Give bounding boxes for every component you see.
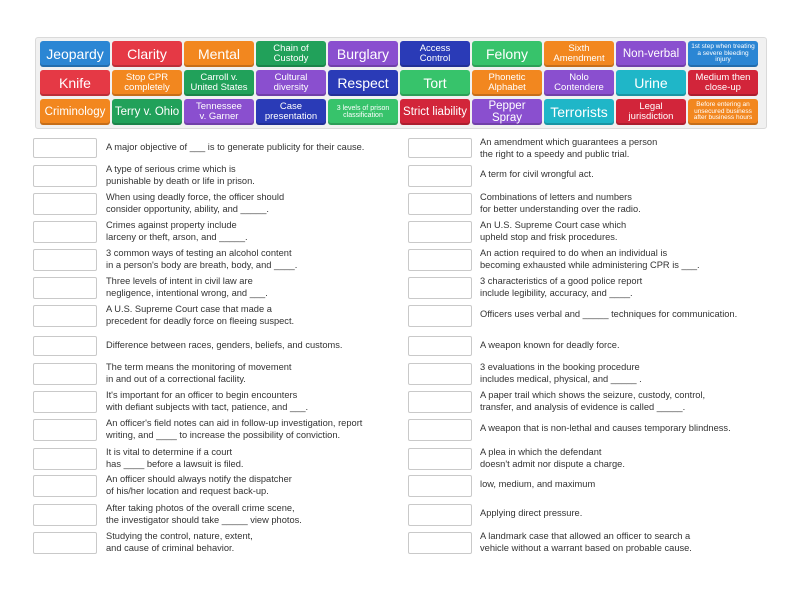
answer-tile[interactable]: Carroll v. United States (184, 70, 254, 96)
answer-tile[interactable]: Respect (328, 70, 398, 96)
answer-tile[interactable]: 1st step when treating a severe bleeding injury (688, 41, 758, 67)
clue-text: A term for civil wrongful act. (480, 169, 594, 179)
answer-tile[interactable]: Urine (616, 70, 686, 96)
answer-tile[interactable]: Medium then close-up (688, 70, 758, 96)
answer-tile[interactable]: Access Control (400, 41, 470, 67)
answer-drop-slot[interactable] (408, 363, 472, 385)
answer-drop-slot[interactable] (408, 221, 472, 243)
answer-drop-slot[interactable] (33, 221, 97, 243)
answer-drop-slot[interactable] (33, 363, 97, 385)
answer-tile[interactable]: Case presentation (256, 99, 326, 125)
answer-drop-slot[interactable] (408, 138, 472, 158)
clue-text: A landmark case that allowed an officer to search a vehicle without a warrant based on probable cause. (480, 531, 692, 553)
answer-tile[interactable]: Terry v. Ohio (112, 99, 182, 125)
clue-text: Three levels of intent in civil law are negligence, intentional wrong, and ___. (106, 276, 268, 298)
answer-tile[interactable]: Clarity (112, 41, 182, 67)
clue-text: A paper trail which shows the seizure, custody, control, transfer, and analysis of evidence is called _____. (480, 390, 706, 412)
answer-tile[interactable]: Jeopardy (40, 41, 110, 67)
answer-drop-slot[interactable] (33, 448, 97, 470)
answer-drop-slot[interactable] (33, 419, 97, 441)
clue-text: 3 common ways of testing an alcohol content in a person's body are breath, body, and ____. (106, 248, 298, 270)
answer-drop-slot[interactable] (408, 391, 472, 413)
answer-tile[interactable]: Criminology (40, 99, 110, 125)
answer-tile[interactable]: Nolo Contendere (544, 70, 614, 96)
clue-text: A type of serious crime which is punishable by death or life in prison. (106, 164, 255, 186)
answer-drop-slot[interactable] (408, 336, 472, 356)
answer-tile[interactable]: Strict liability (400, 99, 470, 125)
answer-drop-slot[interactable] (408, 448, 472, 470)
answer-drop-slot[interactable] (33, 165, 97, 187)
answer-drop-slot[interactable] (33, 193, 97, 215)
clue-text: 3 characteristics of a good police report include legibility, accuracy, and ____. (480, 276, 643, 298)
clue-text: The term means the monitoring of movement in and out of a correctional facility. (106, 362, 292, 384)
clue-text: When using deadly force, the officer should consider opportunity, ability, and _____. (106, 192, 285, 214)
answer-tile[interactable]: Pepper Spray (472, 99, 542, 125)
answer-tile[interactable]: Legal jurisdiction (616, 99, 686, 125)
answer-drop-slot[interactable] (33, 532, 97, 554)
answer-tile[interactable]: Cultural diversity (256, 70, 326, 96)
answer-drop-slot[interactable] (33, 138, 97, 158)
clue-text: Studying the control, nature, extent, and cause of criminal behavior. (106, 531, 253, 553)
answer-drop-slot[interactable] (408, 475, 472, 497)
answer-tile[interactable]: Knife (40, 70, 110, 96)
clue-text: A weapon known for deadly force. (480, 340, 620, 350)
answer-tile[interactable]: Felony (472, 41, 542, 67)
answer-tile[interactable]: Phonetic Alphabet (472, 70, 542, 96)
answer-drop-slot[interactable] (33, 336, 97, 356)
answer-drop-slot[interactable] (408, 305, 472, 327)
answer-drop-slot[interactable] (408, 419, 472, 441)
answer-tile[interactable]: Before entering an unsecured business after business hours (688, 99, 758, 125)
answer-drop-slot[interactable] (408, 504, 472, 526)
clue-text: Officers uses verbal and _____ techniques for communication. (480, 309, 738, 319)
clue-text: Difference between races, genders, beliefs, and customs. (106, 340, 343, 350)
clue-text: A weapon that is non-lethal and causes temporary blindness. (480, 423, 731, 433)
answer-drop-slot[interactable] (33, 249, 97, 271)
answer-tile[interactable]: Burglary (328, 41, 398, 67)
clue-text: 3 evaluations in the booking procedure includes medical, physical, and _____ . (480, 362, 642, 384)
clue-text: After taking photos of the overall crime scene, the investigator should take _____ view photos. (106, 503, 302, 525)
answer-tile[interactable]: Mental (184, 41, 254, 67)
answer-drop-slot[interactable] (408, 165, 472, 187)
clue-text: Crimes against property include larceny or theft, arson, and _____. (106, 220, 248, 242)
answer-tile[interactable]: Chain of Custody (256, 41, 326, 67)
answer-tile[interactable]: Tennessee v. Garner (184, 99, 254, 125)
clue-text: It's important for an officer to begin encounters with defiant subjects with tact, patience, and ___. (106, 390, 309, 412)
answer-drop-slot[interactable] (408, 193, 472, 215)
clue-text: An officer should always notify the dispatcher of his/her location and request back-up. (106, 474, 292, 496)
answer-drop-slot[interactable] (33, 504, 97, 526)
answer-tile[interactable]: Stop CPR completely (112, 70, 182, 96)
answer-tile[interactable]: Sixth Amendment (544, 41, 614, 67)
answer-tile[interactable]: Tort (400, 70, 470, 96)
answer-drop-slot[interactable] (33, 277, 97, 299)
answer-tile[interactable]: Terrorists (544, 99, 614, 125)
clue-text: An amendment which guarantees a person the right to a speedy and public trial. (480, 137, 658, 159)
clue-text: It is vital to determine if a court has ____ before a lawsuit is filed. (106, 447, 244, 469)
clue-text: A U.S. Supreme Court case that made a precedent for deadly force on fleeing suspect. (106, 304, 295, 326)
clue-text: A major objective of ___ is to generate publicity for their cause. (106, 142, 365, 152)
answer-drop-slot[interactable] (408, 277, 472, 299)
answer-drop-slot[interactable] (408, 249, 472, 271)
clue-text: An action required to do when an individual is becoming exhausted while administering CPR is ___. (480, 248, 700, 270)
answer-drop-slot[interactable] (33, 305, 97, 327)
answer-drop-slot[interactable] (33, 475, 97, 497)
word-bank (35, 37, 767, 129)
clue-text: Combinations of letters and numbers for better understanding over the radio. (480, 192, 641, 214)
clue-text: An officer's field notes can aid in follow-up investigation, report writing, and ____ to increase the possibility of conviction. (106, 418, 363, 440)
clue-text: A plea in which the defendant doesn't admit nor dispute a charge. (480, 447, 625, 469)
answer-drop-slot[interactable] (408, 532, 472, 554)
answer-tile[interactable]: Non-verbal (616, 41, 686, 67)
clue-text: An U.S. Supreme Court case which upheld stop and frisk procedures. (480, 220, 627, 242)
answer-drop-slot[interactable] (33, 391, 97, 413)
clue-text: Applying direct pressure. (480, 508, 583, 518)
clue-text: low, medium, and maximum (480, 479, 596, 489)
answer-tile[interactable]: 3 levels of prison classification (328, 99, 398, 125)
